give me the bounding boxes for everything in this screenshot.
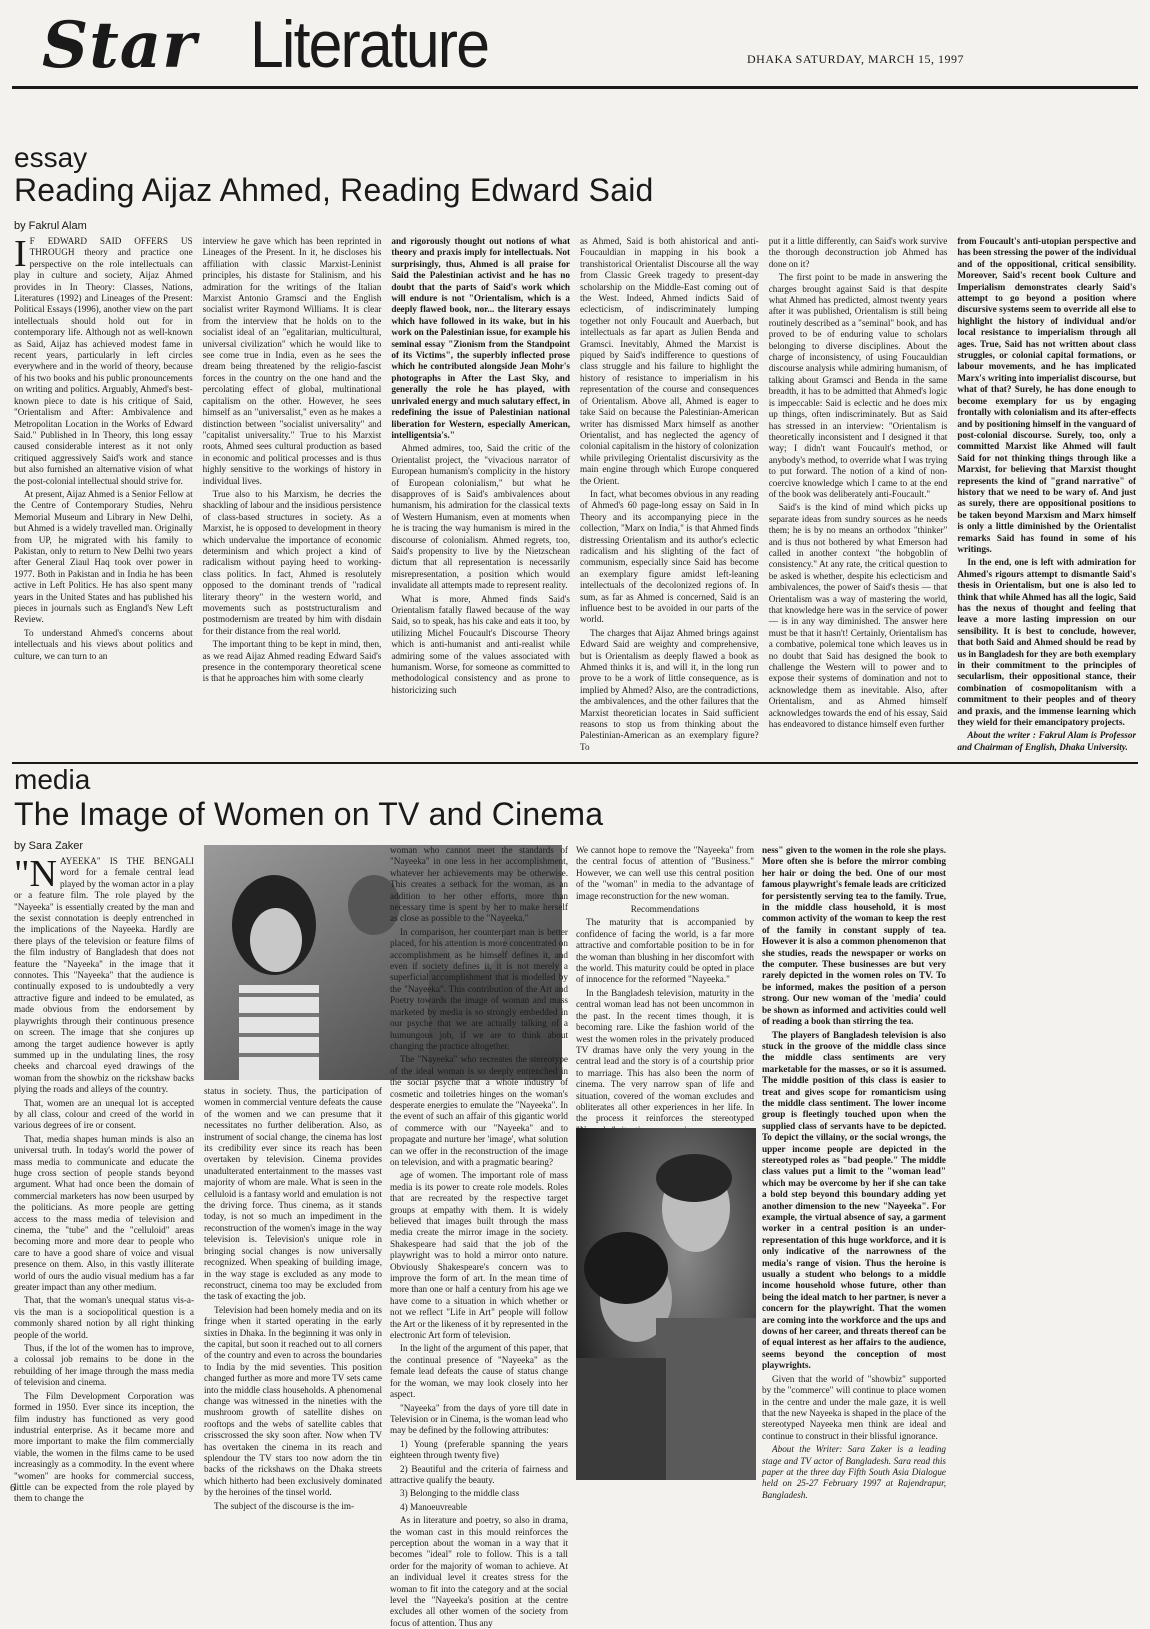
media-col4-para-3: In the Bangladesh television, maturity in the central woman lead has not been uncommon in the past. In the recent times though, it is becoming rare. Like the fashion world of the west the women roles in the privately produced TV dramas have only the very young in the central lead and the story is of a courtship prior to marriage. This has also been the norm of cinema. The very narrow span of life and situation, covered of the woman excludes and obliterates all other experiences in her life. In the process it reinforces the stereotyped bbox=[576, 987, 754, 1124]
media-headline: The Image of Women on TV and Cinema bbox=[14, 796, 604, 832]
media-byline: by Sara Zaker bbox=[14, 840, 84, 852]
essay-col6-para-1: from Foucault's anti-utopian perspective and has been stressing the power of the individual and of the oppositional, critical sensibility. Moreover, Said's recent book Culture and Imperialism demonstrates clearly Said's attempt to go beyond a position where discursive systems seem to override all else to highlight the history of individual and/or local resistance to imperialism through all ages. True, Said has not written about class struggles, or colonial capital formations, or labour movements, and he has implicated Marx's writing into imperialist discourse, but what of that? Surely, he has done enough to become exemplary for us by engaging frontally with colonialism and its after-effects and by positioning himself in the vanguard of post-colonial discourse. Surely, too, only a committed Marxist like Ahmed will fault Said for not thinking things through like a Marxist, for believing that Marxist thought represents the kind of "grand narrative" of history that we need to be wary of. And just as surely, there are oppositional positions to be taken beyond Marxism and Marx himself is only a little diminished by the Orientalist remarks Said has found in some of his writings. bbox=[957, 236, 1137, 554]
essay-col4-para-3: The charges that Aijaz Ahmed brings against Edward Said are weighty and comprehensive, but is Orientalism as deeply flawed a book as Ahmed thinks it is, and will it, in the long run prove to be a work of little consequence, as is implied by Ahmed? Also, are the contradictions, the ambivalences, and the other failures that the Marxist theoretician locates in Said sufficient reasons to stop us from thinking about the Palestinian-American as an exemplary figure? To bbox=[580, 627, 759, 752]
essay-col2-para-3: The important thing to be kept in mind, then, as we read Aijaz Ahmed reading Edward Said's presence in the contemporary theoretical scene is that he approaches him with some clearly bbox=[202, 639, 382, 684]
section-divider bbox=[12, 762, 1138, 764]
media-col4-para-2: The maturity that is accompanied by confidence of facing the world, is a far more attractive and comfortable position to be in for the woman than blushing in her discomfort with the world. This maturity could be opted in place of innocence for the reformed "Nayeeka." bbox=[576, 917, 754, 985]
media-col2-para-3: The subject of the discourse is the im- bbox=[214, 1500, 355, 1511]
essay-col1-para-3: To understand Ahmed's concerns about intellectuals and his views about politics and culture, we can turn to an bbox=[14, 627, 193, 661]
essay-byline: by Fakrul Alam bbox=[14, 220, 87, 232]
essay-column-4 bbox=[580, 236, 759, 756]
media-col4-para-1: We cannot hope to remove the "Nayeeka" from the central focus of attention of "Business." However, we can well use this central position of the "woman" in media to the advantage of image reconstruction for the new woman. bbox=[576, 845, 754, 901]
essay-col1-para-1: I F EDWARD SAID OFFERS US THROUGH theory and practice one perspective on the role intellectuals can play in culture and society, Aijaz Ahmed provides in In Theory: Classes, Nations, Literatures (1992) and Lineages of the Present: Political Essays (1996), another view on the part intellectuals should hold out for in contemporary life. Although not as well-known as Said, Aijaz has achieved modest fame in recent years, particularly in left circles everywhere and in the world of theory, because of his two books and his public pronouncements on writing and politics. Arguably, Ahmed's best-known piece to date is his critique of Said, "Orientalism and After: Ambivalence and Metropolitan Location in the Works of Edward Said." Published in In Theory, this long essay caused considerable interest as it not only critiqued aggressively Said's work and stance but also furnished an alternative vision of what the post-colonial intellectual should strive for. bbox=[14, 233, 193, 486]
essay-col4-para-2: In fact, what becomes obvious in any reading of Ahmed's 60 page-long essay on Said in In Theory and its accompanying piece in the collection, "Marx on India," is that Ahmed finds distressing Orientalism and its author's eclectic radicalism and his slighting of the fact of communism, especially since Said has become an exemplary figure amidst left-leaning intellectuals of the decolonized regions of. In sum, as far as Ahmed is concerned, Said is an influence best to be avoided in our parts of the world. bbox=[580, 488, 759, 625]
masthead bbox=[12, 8, 1138, 89]
essay-col5-para-2: The first point to be made in answering the charges brought against Said is that despite what Ahmed has predicted, almost twenty years after it was published, Orientalism is still being routinely described as a "seminal" book, and has proved to be of enduring value to scholars belonging to diverse disciplines. About the charge of inconsistency, of using Foucauldian discourse analysis while admiring humanism, of talking about Gramsci and Benda in the same breadth, it has to be admitted that Ahmed's logic is impeccable: Said is eclectic and he does mix up things, often indiscriminately. But as Said has stressed in an interview: "Orientalism is theoretically inconsistent and I designed it that way; I didn't want Foucault's method, or anybody's method, to override what I was trying to put forward. The notion of a kind of non-coercive knowledge which I came to at the end of the book was deliberately anti-Foucault." bbox=[768, 272, 948, 499]
media-col1-para-3: That, media shapes human minds is also an universal truth. In today's world the power of mass media to communicate and educate the huge cross section of people stands beyond argument. What had once been the domain of commercial marketers has now been usurped by the politicians. As more people are getting access to the mass media of television and cinema, the "tube" and the "celluloid" areas becoming more and more dear to people who care to have a good share of voice and visual presence on them. Also, in this vastly illiterate world of ours the audio visual medium has a far greater impact than any other medium. bbox=[14, 1133, 194, 1293]
media-about-writer: About the Writer: Sara Zaker is a leading stage and TV actor of Bangladesh. Sara read this paper at the three day Fifth South Asia Dialogue held on 25-27 February 1997 at Rajendrapur, Bangladesh. bbox=[762, 1444, 946, 1500]
essay-col1-para-2: At present, Aijaz Ahmed is a Senior Fellow at the Centre of Contemporary Studies, Nehru Memorial Museum and Library in New Delhi, but Ahmed is a widely travelled man. Originally from UP, he migrated with his family to Pakistan, only to return to New Delhi two years after General Ziaul Haq took over power in 1977. Both in Pakistan and in India he has been active in Left Politics. He has also spent many years in the United States and has published his pieces in journals such as England's New Left Review. bbox=[14, 488, 193, 625]
essay-column-2 bbox=[203, 236, 382, 756]
media-column-4 bbox=[576, 845, 754, 1124]
media-col3-list-3: 3) Belonging to the middle class bbox=[400, 1488, 520, 1499]
media-col3-para-1: woman who cannot meet the standards of "Nayeeka" in one less in her accomplishment, whatever her achievements may be otherwise. This creates a setback for the woman, as an addition to her other efforts, more than necessary time is spent by her to make herself as close as possible to the "Nayeeka." bbox=[390, 845, 568, 924]
photo-2-image bbox=[576, 1128, 756, 1480]
media-column-2 bbox=[204, 1086, 382, 1511]
masthead-star-logo: Star bbox=[42, 8, 197, 83]
media-col2-para-2: Television had been homely media and on its fringe when it started operating in the early sixties in Dhaka. In the beginning it was only in the capital, but soon it reached out to all corners of the country and even to across the boundaries to India by the mid seventies. This position changed further as more and more TV sets came into the middle class households. A phenomenal change was witnessed in the nineties with the mushroom growth of satellite dishes on rooftops and the webs of satellite cables that crisscrossed the sky soon after. Now when TV has overtaken the cinema in its reach and splendour the TV stars too now adorn the tin backs of the rickshaws on the Dhaka streets which hitherto had been exclusively dominated by the heroines of the tinsel world. bbox=[204, 1304, 382, 1498]
media-col1-para-5: Thus, if the lot of the women has to improve, a colossal job remains to be done in the rebuilding of her image through the mass media of television and cinema. bbox=[14, 1343, 194, 1388]
essay-column-5 bbox=[769, 236, 948, 756]
essay-col2-para-2: True also to his Marxism, he decries the shackling of labour and the insidious persistence of class-based structures in society. As a Marxist, he is opposed to development in theory which undervalue the importance of economic determinism and which project a kind of radicalism without paying heed to working-class politics. In fact, Ahmed is resolutely opposed to the dominant trends of "radical literary theory" in the western world, and movements such as poststructuralism and postmodernism are treated by him with disdain for their distance from the real world. bbox=[202, 488, 382, 636]
media-column-5 bbox=[762, 845, 946, 1500]
media-col3-para-3: The "Nayeeka" who recreates the stereotype of the ideal woman is so deeply entrenched in the social psyche that a whole industry of cosmetic and toiletries hinges on the woman's desperate energies to emulate the "Nayeeka". In the event of such an affair of this gigantic world of commerce with our "Nayeeka" and to propagate and nurture her 'image', what solution can we offer in the reconstruction of the image on television, and with a pragmatic bearing? bbox=[390, 1054, 568, 1167]
media-col2-para-1: status in society. Thus, the participation of women in commercial venture defeats the cause of the women and we can presume that it necessitates no further deliberation. Also, as instrument of social change, the cinema has lost its credibility ever since its reach has been overtaken by television. Cinema provides unadulterated entertainment to the masses vast majority of whom are male. What is seen in the celluloid is a fantasy world and emulation is not the driving force. Thus cinema, as it stands today, is not so much an impediment in the reconstruction of the women's image in the way television is. Television's unique role in bringing social changes is now universally recognized. When speaking of building image, in the way stage is excluded as any mode to reconstruct, cinema too may be excluded from the task of exacting the job. bbox=[204, 1086, 382, 1302]
media-col3-list-2: 2) Beautiful and the criteria of fairness and attractive qualify the beauty. bbox=[390, 1463, 568, 1485]
media-col1-para-2: That, women are an unequal lot is accepted by all class, colour and creed of the world in various degrees of ire or consent. bbox=[14, 1097, 194, 1131]
masthead-date: DHAKA SATURDAY, MARCH 15, 1997 bbox=[747, 52, 965, 66]
essay-col5-para-3: Said's is the kind of mind which picks up separate ideas from sundry sources as he needs them; he is by no means an orthodox "thinker" and is thus not bothered by what Emerson had called in another context "the hobgoblin of consistency." At any rate, the critical question to be asked is whether, despite his eclecticism and ambivalences, the power of Said's thesis — that Orientalism was a way of mastering the world, that knowledge here was in the service of power — is in any way diminished. The answer here must be that it hasn't! Certainly, Orientalism has a combative, polemical tone which leaves us in no doubt that Said has designed the book to challenge the Western will to power and to expose their systems of domination and not to acknowledge them as inevitable. Also, after Orientalism, and as Ahmed himself acknowledges towards the end of his essay, Said has endeavored to distance himself even further bbox=[768, 502, 948, 730]
media-col3-para-5: In the light of the argument of this paper, that the continual presence of "Nayeeka" as the female lead defeats the cause of status change for the woman, we may look closely into her aspect. bbox=[390, 1343, 568, 1400]
media-dropcap: "N bbox=[14, 853, 57, 895]
essay-about-writer: About the writer : Fakrul Alam is Professor and Chairman of English, Dhaka University. bbox=[957, 730, 1137, 752]
media-col1-para-4: That, that the woman's unequal status vis-a-vis the man is a sociopolitical question is a commonly shared notion by all right thinking people of the world. bbox=[14, 1295, 194, 1340]
masthead-section-title: Literature bbox=[250, 7, 489, 81]
essay-column-6 bbox=[957, 236, 1136, 756]
media-col3-list-1: 1) Young (preferable spanning the years eighteen through twenty five) bbox=[390, 1438, 568, 1461]
media-col3-list-4: 4) Manoeuvreable bbox=[400, 1501, 468, 1512]
media-col5-para-1: ness" given to the women in the role she plays. More often she is before the mirror combing her hair or doing the bed. One of our most famous playwright's female leads are criticized for persistently serving tea to the family. True, in the middle class household, it is most common activity of the woman to keep the rest of the family in constant supply of tea. However it is also a common phenomenon that she studies, reads the newspaper or works on the computer. These businesses are but very rarely depicted in the women roles on TV. To be informed, makes the position of a person strong. Our new woman of the 'media' could be shown as informed and activities could well of reading a book than stirring the tea. bbox=[762, 845, 946, 1027]
essay-columns bbox=[14, 233, 1137, 756]
media-kicker: media bbox=[14, 764, 91, 795]
page-number: 6 bbox=[10, 1482, 16, 1494]
media-col3-para-2: In comparison, her counterpart man is better placed, for his attention is more concentrated on accomplishment as he himself defines it, and even if society defines it, it is not merely a superficial accomplishment that is modelled by the "Nayeeka". This contribution of the Art and Poetry towards the image of woman and mass marketed by media is so strongly embedded in our psyche that we are actually talking of a humungous job, if we are to think about changing the practice altogether. bbox=[390, 926, 568, 1051]
essay-col4-para-1: as Ahmed, Said is both ahistorical and anti-Foucauldian in mapping in his book a transhistorical Orientalist Discourse all the way from Classic Greek tragedy to present-day scholarship on the Middle-East coming out of the West. Indeed, Ahmed indicts Said of eclecticism, of indiscriminately lumping together not only Foucault and Auerbach, but intellectuals as far apart as Julien Benda and Gramsci. Inevitably, Ahmed the Marxist is piqued by Said's indifference to questions of class struggle and his failure to highlight the history of resistance to imperialism in his representation of the course and consequences of Orientalism. Above all, Ahmed is eager to take Said on because the Palestinian-American writer has dismissed Marx himself as another Orientalist, and has neglected the agency of colonial capitalism in the history of colonization while privileging Orientalist discursivity as the main engine through which Europe conquered the Orient. bbox=[580, 236, 759, 486]
essay-col3-para-3: What is more, Ahmed finds Said's Orientalism fatally flawed because of the way Said, so to speak, has his cake and eats it too, by utilizing Michel Foucault's Discourse Theory which is anti-humanist and anti-realist while admiring some of the values associated with humanism. Worse, for someone as committed to methodological consistency and as prone to historicizing such bbox=[391, 593, 571, 695]
media-column-3 bbox=[390, 845, 568, 1628]
media-col5-para-3: Given that the world of "showbiz" supported by the "commerce" will continue to place women in the centre and under the male gaze, it is well that the new Nayeeka is shaped in the place of the stereotyped Nayeeka men think are ideal and continue to construct in their blissful ignorance. bbox=[762, 1373, 946, 1441]
media-col3-para-6: "Nayeeka" from the days of yore till date in Television or in Cinema, is the woman lead who may be defined by the following attributes: bbox=[390, 1402, 568, 1436]
essay-col2-para-1: interview he gave which has been reprinted in Lineages of the Present. In it, he discloses his affiliation with classic Marxist-Leninist principles, his distaste for Stalinism, and his admiration for the writings of the Italian Marxist Antonio Gramsci and the English socialist writer Raymond Williams. It is clear from the interview that he holds on to the socialist ideal of an "egalitarian, multicultural, universal civilization" which he would like to see come true in India, even as he sees the dream being threatened by the religio-fascist forces in the country on the one hand and the percolating effect of global, multinational capitalism on the other. However, he sees himself as an "universalist," even as he makes a distinction between "socialist universality" and "capitalist universality." True to his Marxist roots, Ahmed sees cultural production as based in economic and political processes and is thus highly sensitive to the workings of history in individual lives. bbox=[202, 236, 382, 486]
essay-column-1 bbox=[14, 233, 193, 756]
media-col1-para-6: The Film Development Corporation was formed in 1950. Ever since its inception, the film industry has functioned as very good industrial enterprise. As it became more and more important to make the film commercially viable, the women in the films came to be used increasingly as a commodity. In the event where "women" are hooks for commercial success, little can be expected from the role played by them to change the bbox=[14, 1390, 194, 1504]
media-col1-para-1: "NAYEEKA" IS THE BENGALI word for a female central lead played by the woman actor in a play or a feature film. The role played by the "Nayeeka" is essentially created by the man and the sexist connotation is deeply entrenched in the implications of the Nayeeka. Hardly are there plays of the television or feature films of the film industry of Bangladesh that does not feature the "Nayeeka" in the image that it connotes. This "Nayeeka" that the audience is continually exposed to is undoubtedly a very attractive figure and indeed to be emulated, as made obvious from the endorsement by playwrights through their continuous presence on screen. The image that she conjures up among the target audience however is aptly summed up in the undulating lines, the rosy cheeks and charcoal eyed drawings of the woman from the showbiz on the rickshaw backs plying the roads and alleys of the country. bbox=[14, 853, 194, 1095]
essay-column-3 bbox=[391, 236, 570, 756]
essay-dropcap: I bbox=[14, 233, 27, 275]
essay-headline: Reading Aijaz Ahmed, Reading Edward Said bbox=[14, 172, 654, 208]
media-column-1 bbox=[14, 853, 194, 1504]
essay-col6-para-2: In the end, one is left with admiration for Ahmed's rigours attempt to dismantle Said's thesis in Orientalism, but one is also led to think that while Ahmed has all the logic, Said has the nexus of thought and feeling that leave a more lasting impression on our sensibility. It is best to conclude, however, that both Said and Ahmed should be read by us in Bangladesh for they are both exemplary in their commitment to the principles of secularlism, their oppositional stance, their combination of cosmopolitanism with a commitment to their peoples and of theory and praxis, and the immense learning which they wield for their emancipatory projects. bbox=[957, 557, 1137, 728]
essay-col5-para-1: put it a little differently, can Said's work survive the thorough deconstruction job Ahmed has done on it? bbox=[768, 236, 948, 269]
media-col3-para-4: age of women. The important role of mass media is its power to create role models. Roles that are recreated by the respective target groups at empathy with them. It is widely believed that images built through the mass media create the mirror image in the society. Shakespeare had said that the job of the playwright was to hold a mirror onto nature. Obviously Shakespeare's concern was to improve the form of art. In the mean time of more than one or half a century from his age we have come to a situation in which whether or not we reflect "Life in Art" people will follow the Art or the likeness of it by represented in the electronic Art form of television. bbox=[390, 1170, 568, 1341]
media-col3-para-7: As in literature and poetry, so also in drama, the woman cast in this mould reinforces the perception about the woman in a way that it becomes "ideal" role to follow. This is a tall order for the majority of woman to achieve. At an individual level it creates stress for the woman to fit into the category and at the social level the "Nayeeka's position at the centre excludes all other women of the society from focus of attention. Thus any bbox=[390, 1515, 568, 1628]
essay-kicker: essay bbox=[14, 142, 88, 173]
film-still-photo-2 bbox=[576, 1128, 756, 1480]
essay-col3-para-1: and rigorously thought out notions of what theory and praxis imply for intellectuals. Not surprisingly, thus, Ahmed is all praise for Said the Palestinian activist and he has no doubt that the parts of Said's work which will endure is not "Orientalism, which is a deeply flawed book, nor... the literary essays which have followed in its wake, but in his work on the Palestinian issue, for example his seminal essay "Zionism from the Standpoint of its Victims", the superbly inflected prose which he contributed alongside Jean Mohr's photographs in After the Last Sky, and generally the role he has played, with unrivaled energy and much salutary effect, in redefining the issue of Palestinian national liberation for Western, especially American, intelligentsia's." bbox=[391, 236, 571, 440]
media-recommendations-heading: Recommendations bbox=[630, 904, 700, 915]
media-col5-para-2: The players of Bangladesh television is also stuck in the groove of the middle class since the middle class sentiments are very marketable for the masses, or so it is assumed. The middle position of this class is easier to treat and gives scope for romanticism using the middle class sentiment. The lower income group is fleetingly touched upon when the supplied class of servants have to be depicted. To depict the villainy, or the social wrongs, the upper income people are depicted in the stereotyped roles as "bad people." The middle class values put a limit to the "woman lead" which may be overcome by her if she can take a bold step beyond this boundary adding yet another dimension to the new "Nayeeka". For example, the virtual absence of say, a garment worker in a central position is an under-representation of this huge workforce, and it is only indicative of the narrowness of the media's range of vision. Thus the heroine is usually a student who belongs to a middle income household whose future, other than being the ideal match to her partner, is never a concern for the playwright. That the women are coming into the workforce and the ups and downs of her career, and threats thereof can be of equal interest as her affairs to the audience, seems beyond the conception of most playwrights. bbox=[762, 1029, 946, 1371]
essay-col3-para-2: Ahmed admires, too, Said the critic of the Orientalist project, the "vivacious narrator of European humanism's complicity in the history of European colonialism," but what he disapproves of is Said's ambivalences about humanism, his admiration for the classical texts of Western Humanism, even at moments when he is tracing the way humanism is mired in the discourse of colonialism. Ahmed regrets, too, Said's propensity to live by the Nietzschean dictum that all representation is necessarily misrepresentation, a position which would invalidate all attempts made to represent reality. bbox=[391, 443, 571, 591]
